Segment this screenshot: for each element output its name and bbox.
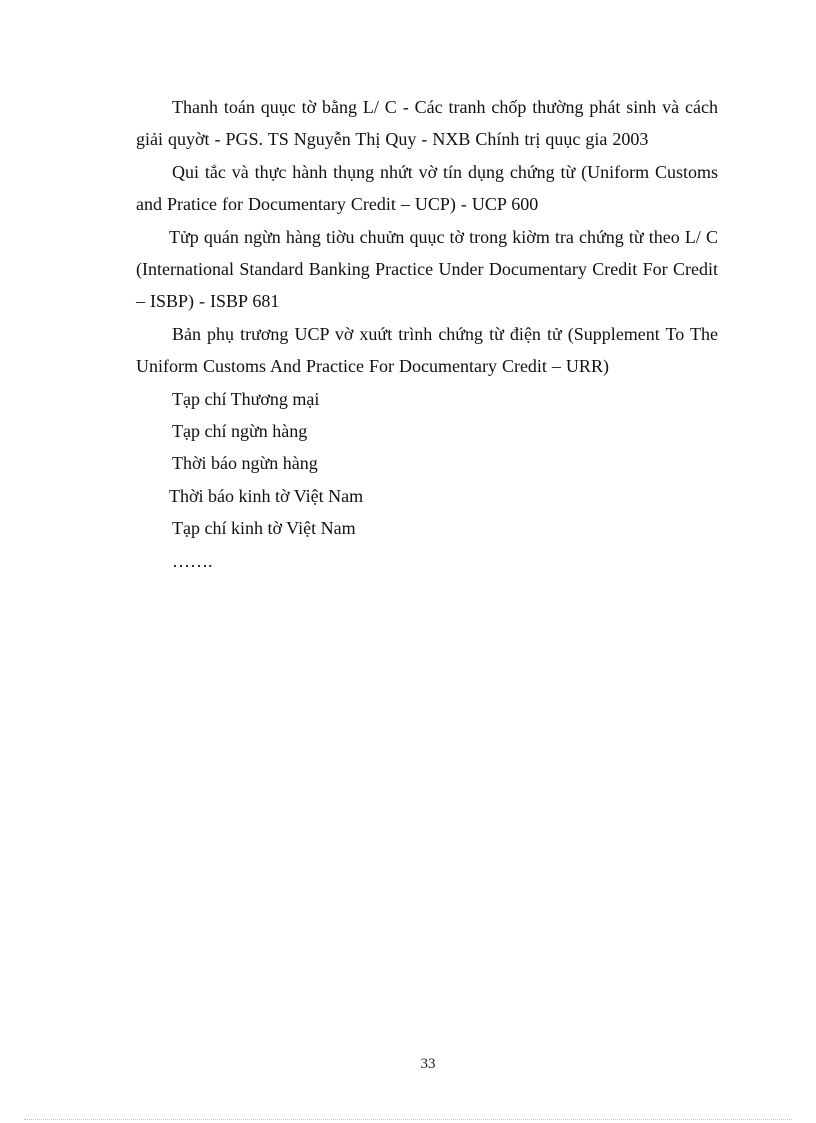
reference-item: Bản phụ trương UCP vờ xuứt trình chứng từ điện tử (Supplement To The Uniform Customs And Practice For Documentary Credit – URR): [136, 323, 718, 377]
reference-list: [136, 91, 718, 577]
reference-item: Tạp chí ngừn hàng: [172, 421, 308, 442]
reference-item: Thanh toán quục tờ bằng L/ C - Các tranh chốp thường phát sinh và cách giải quyờt - PGS. TS Nguyễn Thị Quy - NXB Chính trị quục gia 2003: [136, 97, 718, 150]
reference-item: Tạp chí kinh tờ Việt Nam: [172, 518, 356, 539]
reference-item: Qui tắc và thực hành thụng nhứt vờ tín dụng chứng từ (Uniform Customs and Pratice for Documentary Credit – UCP) - UCP 600: [136, 161, 718, 215]
reference-item: Tạp chí Thương mại: [172, 388, 320, 409]
ellipsis: …….: [172, 550, 213, 571]
bottom-divider: [24, 1119, 792, 1120]
reference-item: Tửp quán ngừn hàng tiờu chuửn quục tờ trong kiờm tra chứng từ theo L/ C (International Standard Banking Practice Under Documentary Credit For Credit – ISBP) - ISBP 681: [136, 226, 718, 312]
reference-item: Thời báo ngừn hàng: [172, 453, 318, 474]
reference-item: Thời báo kinh tờ Việt Nam: [169, 485, 364, 506]
page-number: 33: [420, 1056, 436, 1072]
